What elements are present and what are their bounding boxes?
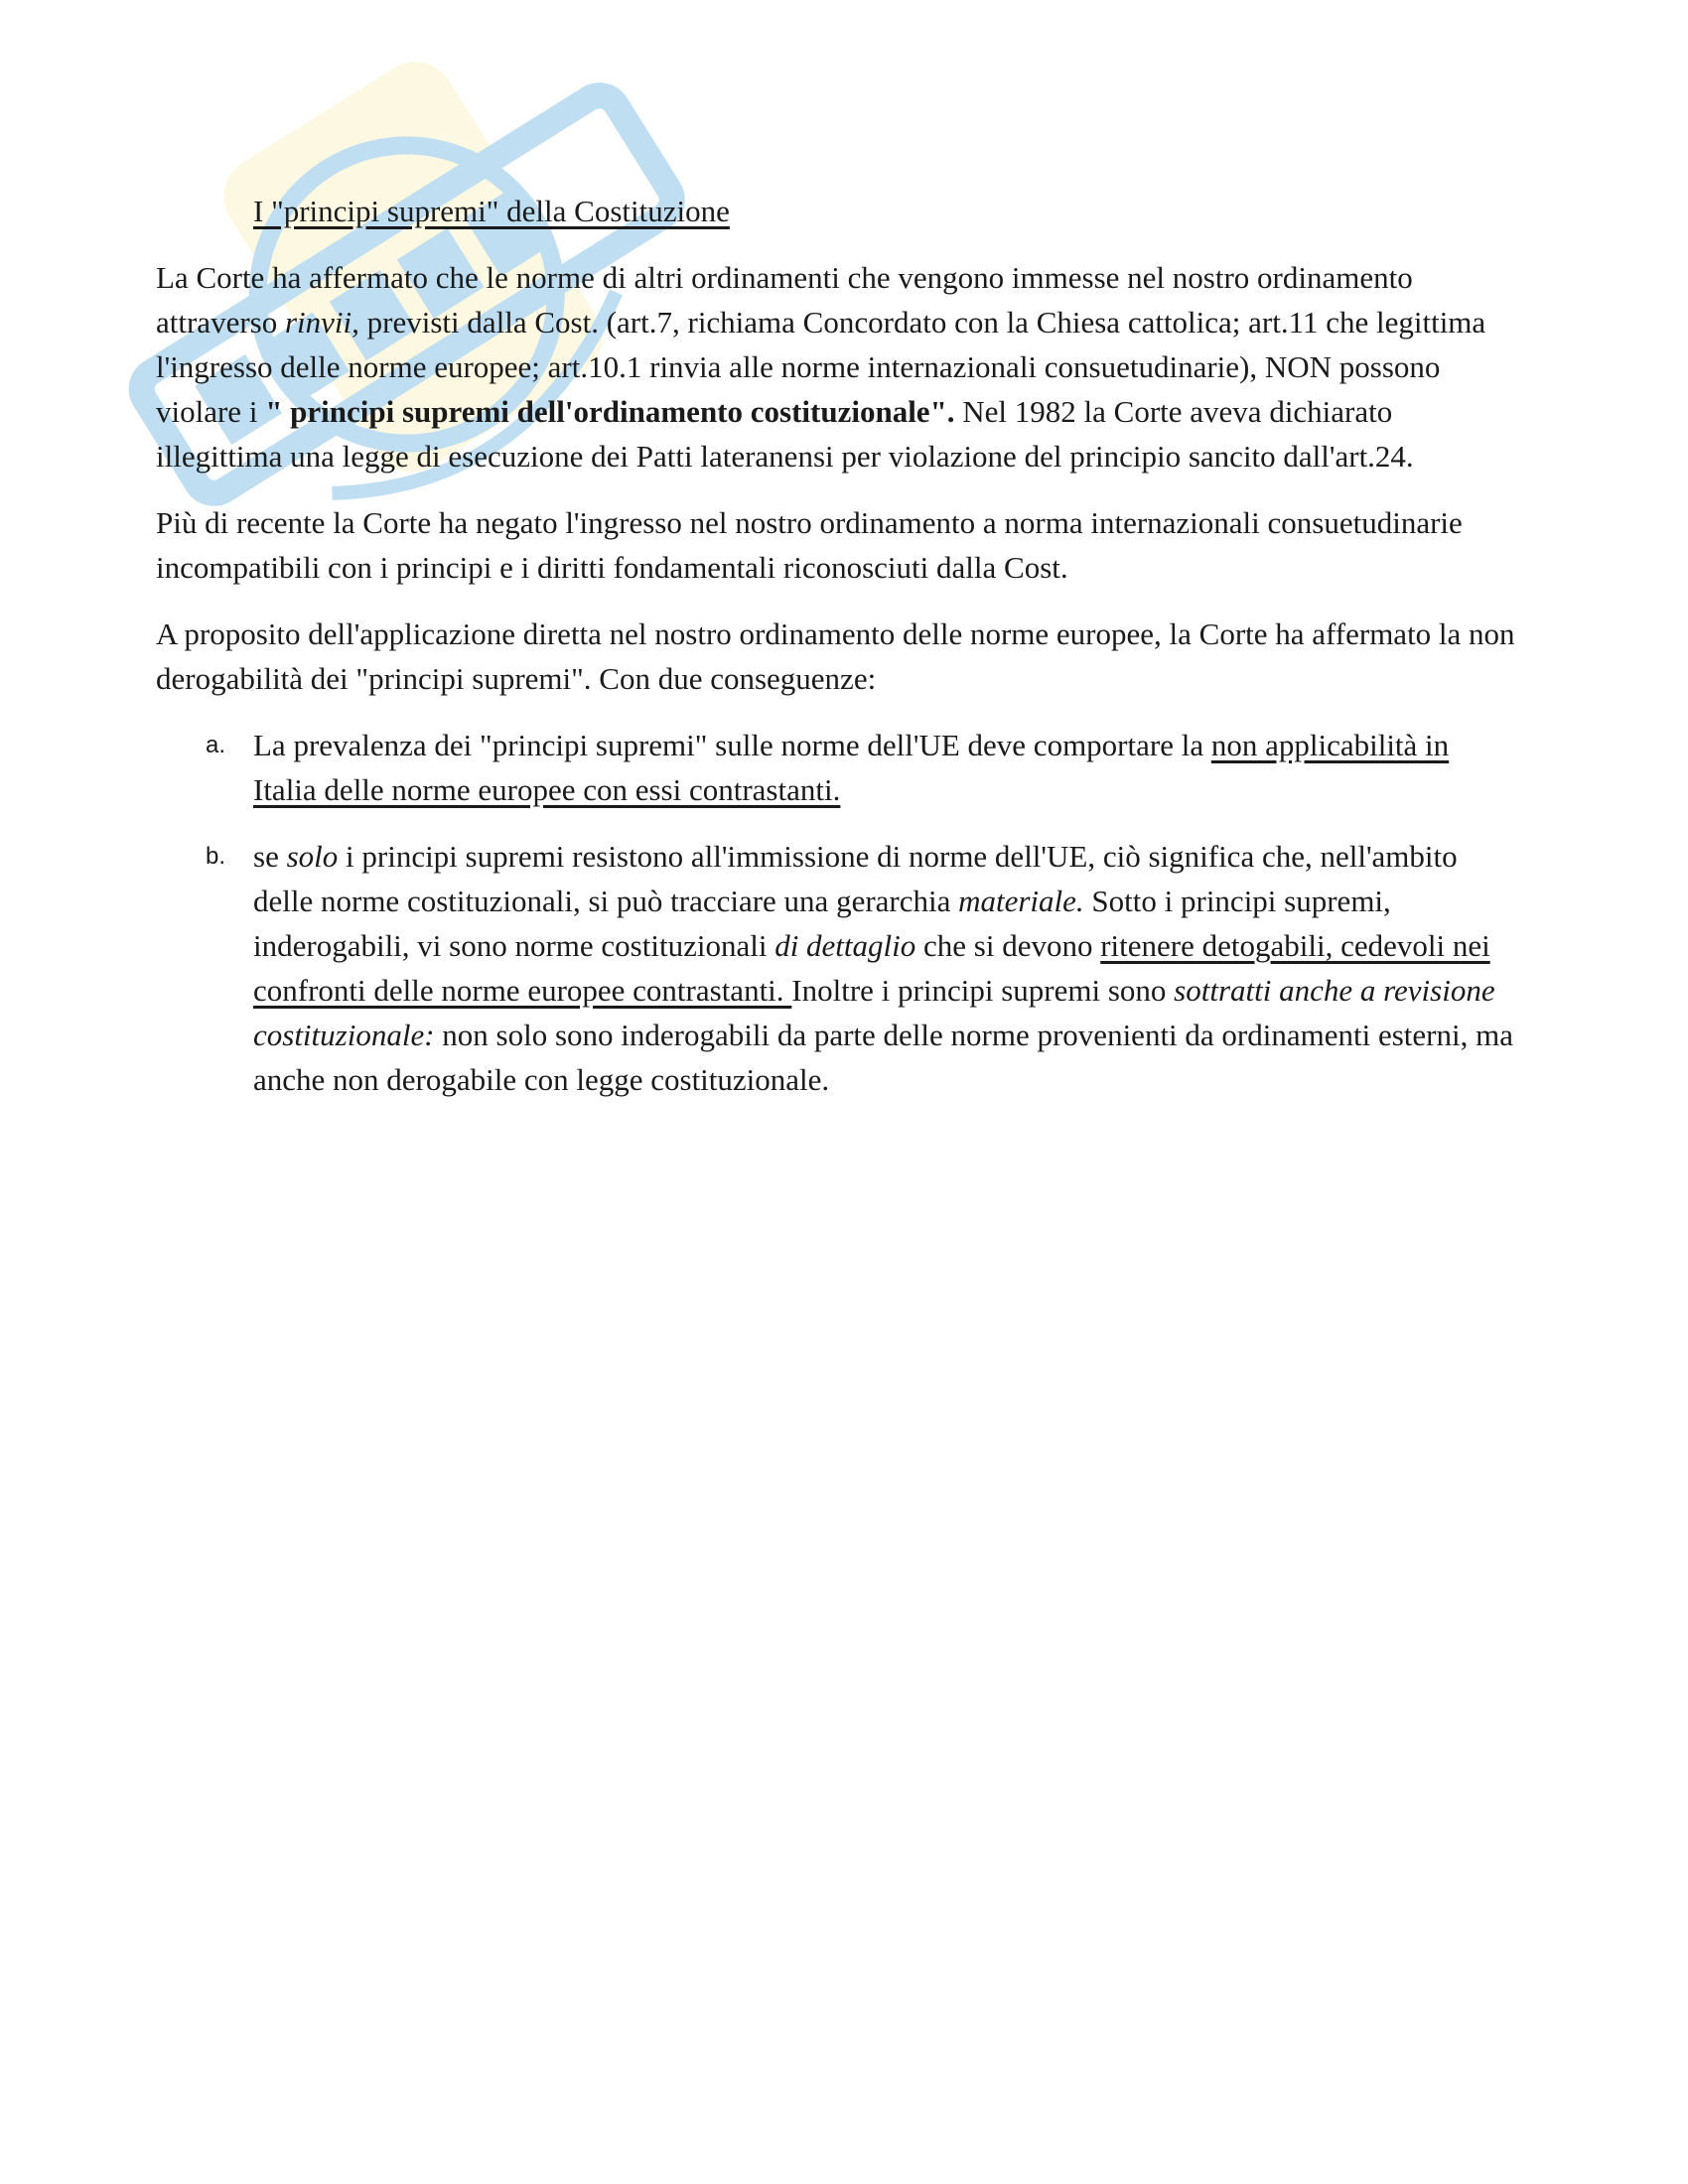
paragraph-3: A proposito dell'applicazione diretta nel nostro ordinamento delle norme europee, la Corte ha affermato la non derogabilità dei "principi supremi". Con due conseguenze: xyxy=(156,616,1515,696)
list-item-b-sottratti: sottratti anche a revisione costituzionale: xyxy=(253,973,1495,1052)
document-content xyxy=(156,189,1516,1124)
list-item-b-text-2: i principi supremi resistono all'immissione di norme dell'UE, ciò significa che, nell'ambito delle norme costituzionali, si può tracciare una gerarchia xyxy=(253,839,1458,918)
paragraph-1-text-2: previsti dalla Cost. (art.7, richiama Concordato con la Chiesa cattolica; art.11 che legittima l'ingresso delle norme europee; art.10.1 rinvia alle norme internazionali consuetudinarie), NON possono violare i xyxy=(156,305,1486,429)
list-item-b-text-3: Sotto i principi supremi, inderogabili, vi sono norme costituzionali xyxy=(253,884,1391,963)
list-marker-a: a. xyxy=(206,732,226,758)
paragraph-1-bold: " principi supremi dell'ordinamento costituzionale". xyxy=(265,394,955,429)
list-item-a-underlined: non applicabilità in Italia delle norme europee con essi contrastanti. xyxy=(253,728,1450,807)
list-item-b-materiale: materiale. xyxy=(958,884,1084,918)
list-item-b-text-1: se xyxy=(253,839,287,874)
list-item-a-text-1: La prevalenza dei "principi supremi" sulle norme dell'UE deve comportare la xyxy=(253,728,1211,762)
consequences-list xyxy=(156,723,1516,1102)
list-item-b-text-5: Inoltre i principi supremi sono xyxy=(791,973,1175,1008)
list-marker-b: b. xyxy=(206,843,226,870)
list-item-b-text-4: che si devono xyxy=(915,928,1101,963)
paragraph-1-text-3: Nel 1982 la Corte aveva dichiarato illegittima una legge di esecuzione dei Patti lateranensi per violazione del principio sancito dall'art.24. xyxy=(156,394,1414,474)
paragraph-1-text-1: La Corte ha affermato che le norme di altri ordinamenti che vengono immesse nel nostro ordinamento attraverso xyxy=(156,260,1413,340)
list-item-b-solo: solo xyxy=(286,839,339,874)
paragraph-1-rinvii: rinvii, xyxy=(284,305,359,340)
paragraph-2: Più di recente la Corte ha negato l'ingresso nel nostro ordinamento a norma internazionali consuetudinarie incompatibili con i principi e i diritti fondamentali riconosciuti dalla Cost. xyxy=(156,505,1463,585)
list-item-b-dettaglio: di dettaglio xyxy=(774,928,916,963)
list-item-b-text-6: non solo sono inderogabili da parte delle norme provenienti da ordinamenti esterni, ma anche non derogabile con legge costituzionale. xyxy=(253,1018,1513,1097)
list-item-a xyxy=(156,723,1516,812)
paragraph-1 xyxy=(156,255,1516,478)
list-item-b-underlined: ritenere detogabili, cedevoli nei confronti delle norme europee contrastanti. xyxy=(253,928,1490,1008)
list-item-b xyxy=(156,834,1516,1102)
page-title: I "principi supremi" della Costituzione xyxy=(253,194,730,228)
